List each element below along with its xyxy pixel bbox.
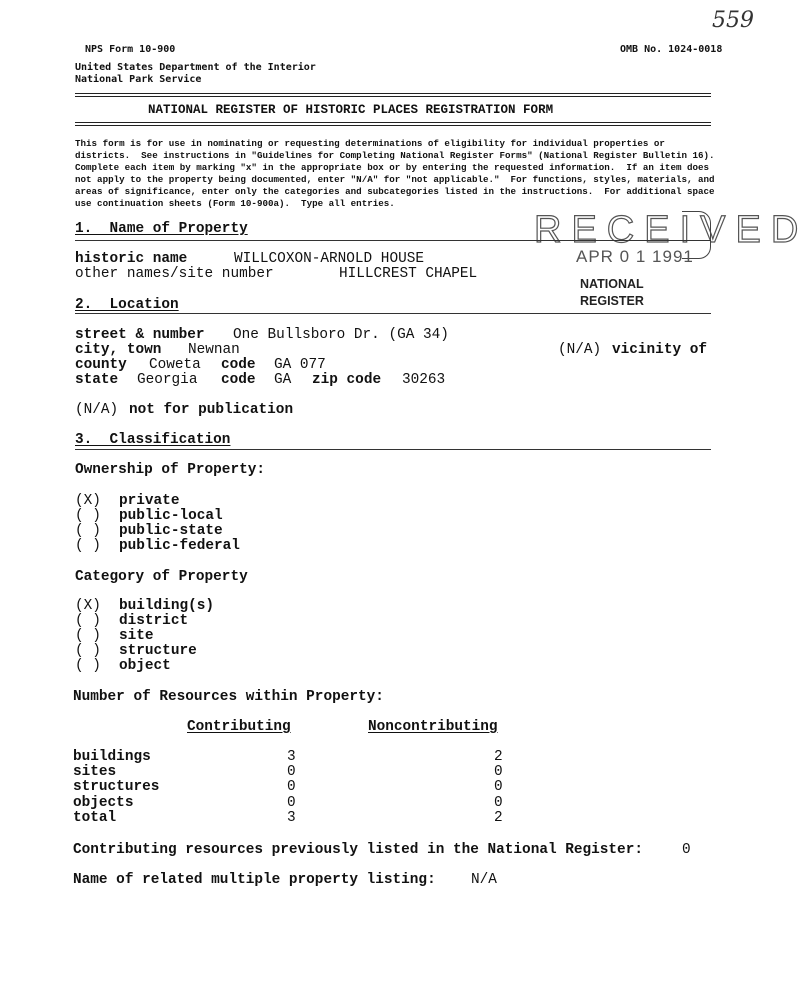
section-1-heading: 1. Name of Property (75, 221, 248, 237)
resource-label: sites (73, 764, 117, 780)
previously-listed-label: Contributing resources previously listed in the National Register: (73, 842, 643, 858)
divider (75, 313, 711, 314)
resource-label: buildings (73, 749, 151, 765)
historic-name-value: WILLCOXON-ARNOLD HOUSE (234, 251, 424, 267)
category-mark: (X) (75, 598, 101, 614)
category-option: building(s) (119, 598, 214, 614)
resource-contributing: 3 (287, 810, 296, 826)
resource-noncontributing: 0 (494, 779, 503, 795)
street-label: street & number (75, 327, 205, 343)
category-mark: ( ) (75, 643, 101, 659)
divider (75, 125, 711, 126)
department: United States Department of the Interior (75, 62, 316, 73)
instructions-line: not apply to the property being documented, enter "N/A" for "not applicable." For functions, styles, materials, and (75, 174, 715, 185)
ownership-label: Ownership of Property: (75, 462, 265, 478)
divider (75, 93, 711, 94)
publication-mark: (N/A) (75, 402, 119, 418)
resource-noncontributing: 0 (494, 795, 503, 811)
resource-contributing: 0 (287, 779, 296, 795)
vicinity-mark: (N/A) (558, 342, 602, 358)
category-mark: ( ) (75, 658, 101, 674)
resource-noncontributing: 0 (494, 764, 503, 780)
ownership-mark: (X) (75, 493, 101, 509)
section-2-heading: 2. Location (75, 297, 179, 313)
street-value: One Bullsboro Dr. (GA 34) (233, 327, 449, 343)
resource-label: total (73, 810, 117, 826)
state-code-label: code (221, 372, 256, 388)
ownership-mark: ( ) (75, 523, 101, 539)
county-code-label: code (221, 357, 256, 373)
multiple-listing-label: Name of related multiple property listing: (73, 872, 436, 888)
ownership-option: public-state (119, 523, 223, 539)
page-annotation: 559 (712, 8, 754, 33)
divider (75, 240, 711, 241)
city-label: city, town (75, 342, 162, 358)
instructions-line: areas of significance, enter only the categories and subcategories listed in the instructions. For additional space (75, 186, 715, 197)
vicinity-label: vicinity of (612, 342, 707, 358)
stamp-line1: NATIONAL (580, 277, 644, 291)
county-code-value: GA 077 (274, 357, 326, 373)
state-label: state (75, 372, 119, 388)
form-number: NPS Form 10-900 (85, 44, 176, 55)
ownership-option: private (119, 493, 180, 509)
section-3-heading: 3. Classification (75, 432, 231, 448)
instructions-line: This form is for use in nominating or requesting determinations of eligibility for individual properties or (75, 138, 665, 149)
county-label: county (75, 357, 127, 373)
previously-listed-value: 0 (682, 842, 691, 858)
resource-contributing: 0 (287, 795, 296, 811)
resource-label: objects (73, 795, 134, 811)
stamp-received: RECEIVED (534, 209, 808, 251)
resources-label: Number of Resources within Property: (73, 689, 384, 705)
form-title: NATIONAL REGISTER OF HISTORIC PLACES REGISTRATION FORM (148, 103, 554, 117)
state-value: Georgia (137, 372, 198, 388)
resource-contributing: 3 (287, 749, 296, 765)
other-names-label: other names/site number (75, 266, 274, 282)
category-label: Category of Property (75, 569, 248, 585)
instructions-line: use continuation sheets (Form 10-900a). Type all entries. (75, 198, 395, 209)
publication-label: not for publication (129, 402, 294, 418)
instructions-line: Complete each item by marking "x" in the appropriate box or by entering the requested information. If an item does (75, 162, 710, 173)
resource-label: structures (73, 779, 160, 795)
col-noncontributing: Noncontributing (368, 719, 498, 735)
omb-number: OMB No. 1024-0018 (620, 44, 723, 55)
ownership-mark: ( ) (75, 538, 101, 554)
category-option: site (119, 628, 154, 644)
category-option: object (119, 658, 171, 674)
ownership-option: public-federal (119, 538, 240, 554)
city-value: Newnan (188, 342, 240, 358)
category-mark: ( ) (75, 628, 101, 644)
zip-label: zip code (312, 372, 382, 388)
stamp-date: APR 0 1 1991 (576, 247, 694, 266)
resource-noncontributing: 2 (494, 810, 503, 826)
ownership-mark: ( ) (75, 508, 101, 524)
divider (75, 96, 711, 97)
category-option: structure (119, 643, 197, 659)
divider (75, 122, 711, 123)
resource-noncontributing: 2 (494, 749, 503, 765)
state-code-value: GA (274, 372, 292, 388)
zip-value: 30263 (402, 372, 446, 388)
divider (75, 449, 711, 450)
county-value: Coweta (149, 357, 201, 373)
stamp-line2: REGISTER (580, 294, 644, 308)
historic-name-label: historic name (75, 251, 188, 267)
category-option: district (119, 613, 189, 629)
instructions-line: districts. See instructions in "Guidelines for Completing National Register Forms" (National Register Bulletin 16). (75, 150, 715, 161)
resource-contributing: 0 (287, 764, 296, 780)
multiple-listing-value: N/A (471, 872, 497, 888)
col-contributing: Contributing (187, 719, 291, 735)
category-mark: ( ) (75, 613, 101, 629)
service: National Park Service (75, 74, 202, 85)
received-stamp (532, 207, 808, 311)
ownership-option: public-local (119, 508, 223, 524)
other-names-value: HILLCREST CHAPEL (339, 266, 478, 282)
